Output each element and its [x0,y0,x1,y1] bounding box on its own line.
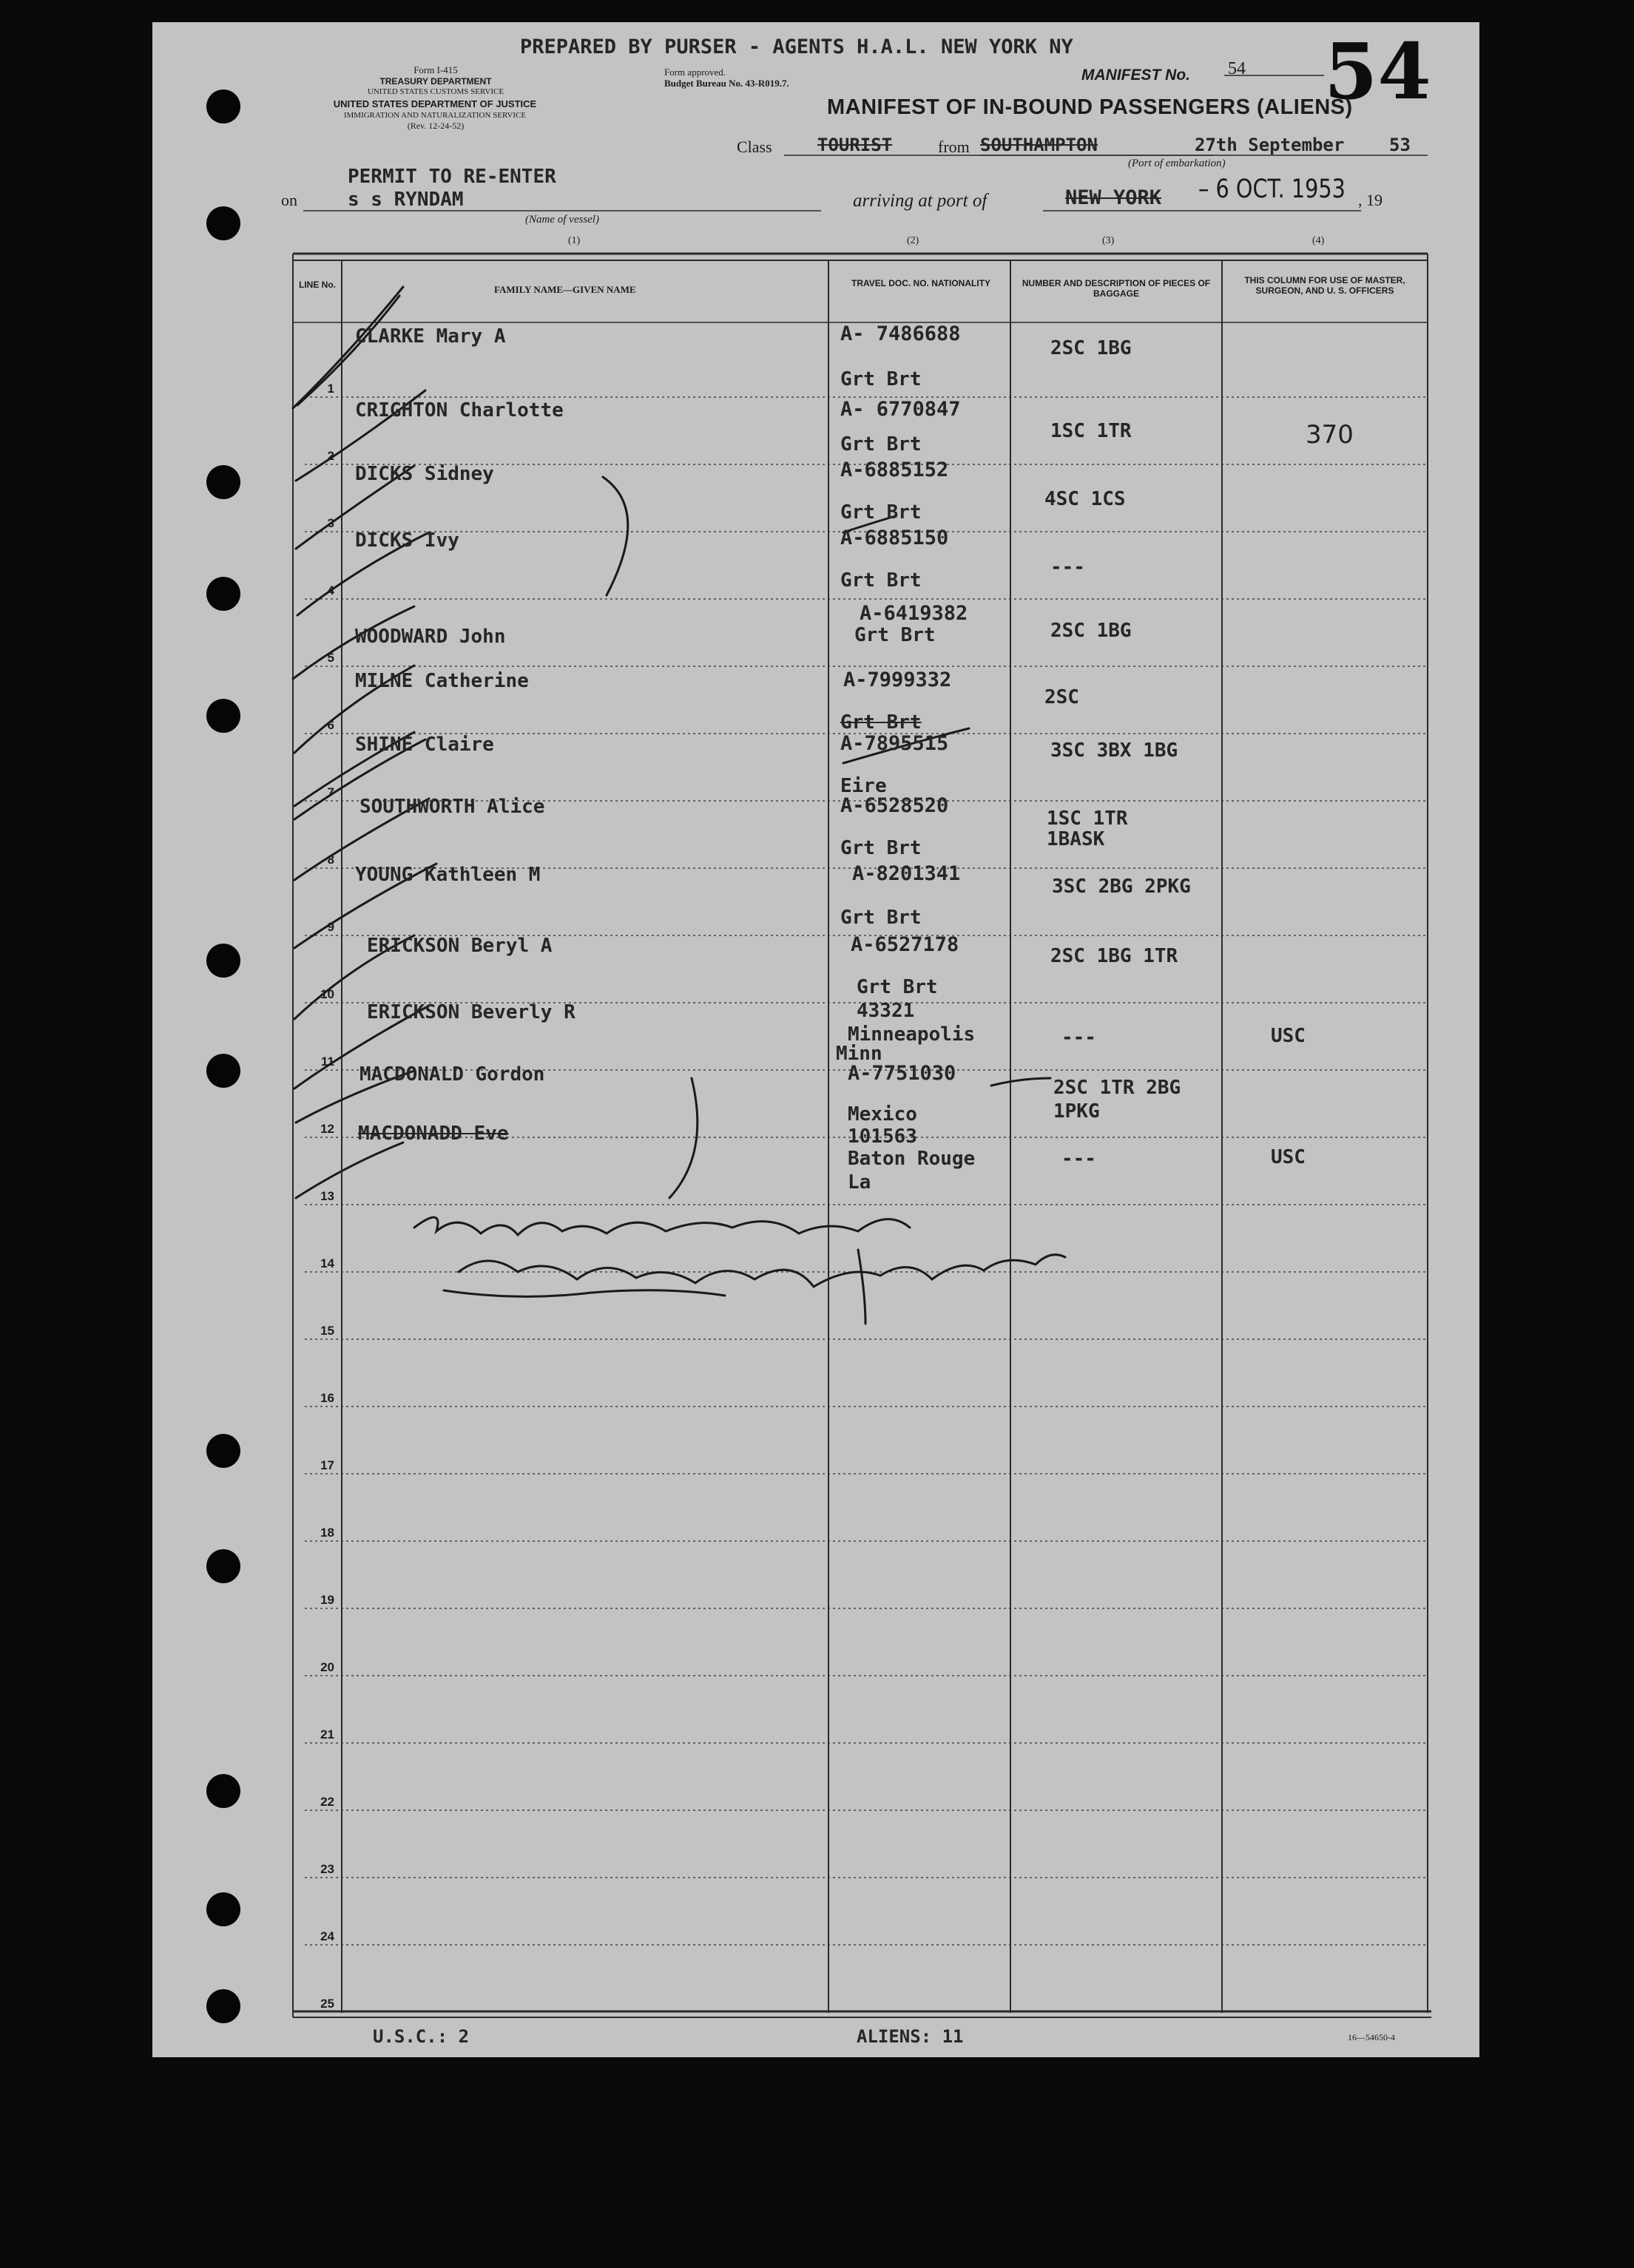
baggage: --- [1050,556,1085,578]
embarkation-year: 53 [1389,135,1411,155]
port-caption: (Port of embarkation) [1128,158,1226,169]
line-number: 23 [320,1862,334,1876]
officer-note: USC [1271,1146,1306,1168]
baggage: 2SC 1BG 1TR [1050,945,1178,967]
col-num-4: (4) [1312,235,1325,246]
baggage: 2SC 1TR 2BG [1053,1077,1181,1099]
passenger-name: DICKS Ivy [355,529,459,552]
line-number: 19 [320,1593,334,1607]
nationality: Grt Brt [840,569,922,592]
baggage: 2SC [1044,686,1079,708]
nationality: Minneapolis [848,1023,976,1046]
travel-doc-no: A-6885150 [840,527,949,549]
passenger-name: SOUTHWORTH Alice [359,796,545,818]
line-number: 2 [327,449,334,463]
line-number: 10 [320,987,334,1001]
from-label: from [938,138,970,156]
form-number: Form I-415 [413,64,458,75]
prepared-by-stamp: PREPARED BY PURSER - AGENTS H.A.L. NEW YORK NY [520,35,1073,58]
vessel-name: s s RYNDAM [348,189,464,211]
passenger-name: DICKS Sidney [355,463,494,485]
passenger-name: MILNE Catherine [355,670,529,692]
line-number: 6 [327,718,334,732]
line-number: 9 [327,920,334,934]
nationality: Grt Brt [840,501,922,524]
travel-doc-no: 101563 [848,1125,917,1148]
line-number: 16 [320,1391,334,1405]
header-line-no: LINE No. [299,280,336,290]
budget-bureau: Budget Bureau No. 43-R019.7. [664,78,789,89]
line-number: 21 [320,1727,334,1741]
arriving-label: arriving at port of [853,191,988,211]
officer-note: USC [1271,1025,1306,1047]
arrival-date-stamp: – 6 OCT. 1953 [1198,175,1346,204]
header-name: FAMILY NAME—GIVEN NAME [494,284,636,295]
travel-doc-no: A-7751030 [848,1062,956,1085]
line-number: 7 [327,785,334,799]
baggage: --- [1061,1148,1096,1170]
nationality: Grt Brt [857,976,938,998]
travel-doc-no: A-6419382 [860,602,968,625]
passenger-name: YOUNG Kathleen M [355,864,541,886]
travel-doc-no: 43321 [857,1000,915,1022]
baggage-extra: 1BASK [1047,828,1105,850]
line-number: 12 [320,1122,334,1136]
immigration-service: IMMIGRATION AND NATURALIZATION SERVICE [343,111,527,120]
travel-doc-no: A-6885152 [840,458,949,481]
class-label: Class [737,138,772,156]
customs-service: UNITED STATES CUSTOMS SERVICE [367,87,504,96]
justice-department: UNITED STATES DEPARTMENT OF JUSTICE [333,98,537,109]
line-number: 17 [320,1458,334,1472]
travel-doc-no: A-7999332 [843,668,952,691]
form-approved: Form approved. [664,67,726,78]
travel-doc-no: A-6527178 [851,933,959,956]
form-code: 16—54650-4 [1348,2032,1395,2042]
nationality-line-2: Minn [836,1043,882,1065]
permit-note: PERMIT TO RE-ENTER [348,166,556,188]
travel-doc-no: A- 7486688 [840,322,961,345]
embarkation-date: 27th September [1195,135,1345,155]
manifest-title: MANIFEST OF IN-BOUND PASSENGERS (ALIENS) [827,95,1353,119]
col-num-2: (2) [907,235,919,246]
header-baggage: NUMBER AND DESCRIPTION OF PIECES OF BAGGAGE [1022,278,1211,299]
passenger-name: MACDONADD Eve [358,1123,509,1145]
travel-doc-no: A- 6770847 [840,398,961,421]
baggage: 3SC 2BG 2PKG [1052,876,1191,898]
travel-doc-no: A-8201341 [852,862,961,885]
nationality: Mexico [848,1103,917,1125]
line-number: 22 [320,1795,334,1809]
nationality: Grt Brt [840,907,922,929]
officer-note: 370 [1306,420,1354,450]
baggage-extra: 1PKG [1053,1100,1100,1123]
on-label: on [281,191,297,209]
line-number: 24 [320,1929,334,1943]
manifest-no-stamp: 54 [1324,26,1431,117]
line-number: 5 [327,651,334,665]
baggage: 1SC 1TR [1047,808,1128,830]
passenger-name: CLARKE Mary A [355,325,506,348]
nationality: Eire [840,775,887,797]
line-number: 11 [321,1055,334,1069]
usc-count: U.S.C.: 2 [373,2026,470,2047]
line-number: 18 [320,1526,334,1540]
year-prefix: , 19 [1358,191,1383,209]
nationality: Grt Brt [840,433,922,456]
arrival-port: NEW YORK [1065,186,1162,209]
class-value: TOURIST [817,135,893,155]
passenger-name: ERICKSON Beryl A [367,935,553,957]
nationality: Grt Brt [840,368,922,390]
aliens-count: ALIENS: 11 [857,2026,964,2047]
header-officers: THIS COLUMN FOR USE OF MASTER, SURGEON, AND U. S. OFFICERS [1244,275,1405,296]
vessel-caption: (Name of vessel) [525,214,599,226]
col-num-1: (1) [568,235,581,246]
line-number: 1 [327,382,334,396]
line-number: 8 [327,853,334,867]
line-number: 20 [320,1660,334,1674]
nationality: Grt Brt [854,624,936,646]
passenger-name: SHINE Claire [355,734,494,756]
embarkation-port: SOUTHAMPTON [980,135,1098,155]
passenger-name: CRIGHTON Charlotte [355,399,564,422]
nationality: Grt Brt [840,837,922,859]
baggage: 2SC 1BG [1050,620,1132,642]
line-number: 15 [320,1324,334,1338]
travel-doc-no: A-7895515 [840,732,949,755]
line-number: 4 [327,583,334,598]
baggage: --- [1061,1026,1096,1049]
line-number: 13 [320,1189,334,1203]
revision-date: (Rev. 12-24-52) [407,121,465,131]
nationality-line-2: La [848,1171,871,1194]
line-number: 3 [327,516,334,530]
passenger-name: ERICKSON Beverly R [367,1001,575,1023]
treasury-department: TREASURY DEPARTMENT [379,76,492,87]
arrival-date-value: 6 OCT. 1953 [1215,175,1346,204]
line-number: 14 [320,1256,334,1270]
baggage: 3SC 3BX 1BG [1050,739,1178,762]
baggage: 4SC 1CS [1044,488,1126,510]
baggage: 2SC 1BG [1050,337,1132,359]
col-num-3: (3) [1102,235,1115,246]
travel-doc-no: A-6528520 [840,794,949,817]
nationality: Baton Rouge [848,1148,976,1170]
manifest-no-label: MANIFEST No. [1081,67,1190,84]
passenger-name: MACDONALD Gordon [359,1063,545,1086]
line-number: 25 [320,1997,334,2011]
passenger-name: WOODWARD John [355,626,506,648]
baggage: 1SC 1TR [1050,420,1132,442]
header-travel-doc: TRAVEL DOC. NO. NATIONALITY [851,278,990,288]
nationality: Grt Brt [840,711,922,734]
manifest-no-typed: 54 [1228,59,1246,78]
